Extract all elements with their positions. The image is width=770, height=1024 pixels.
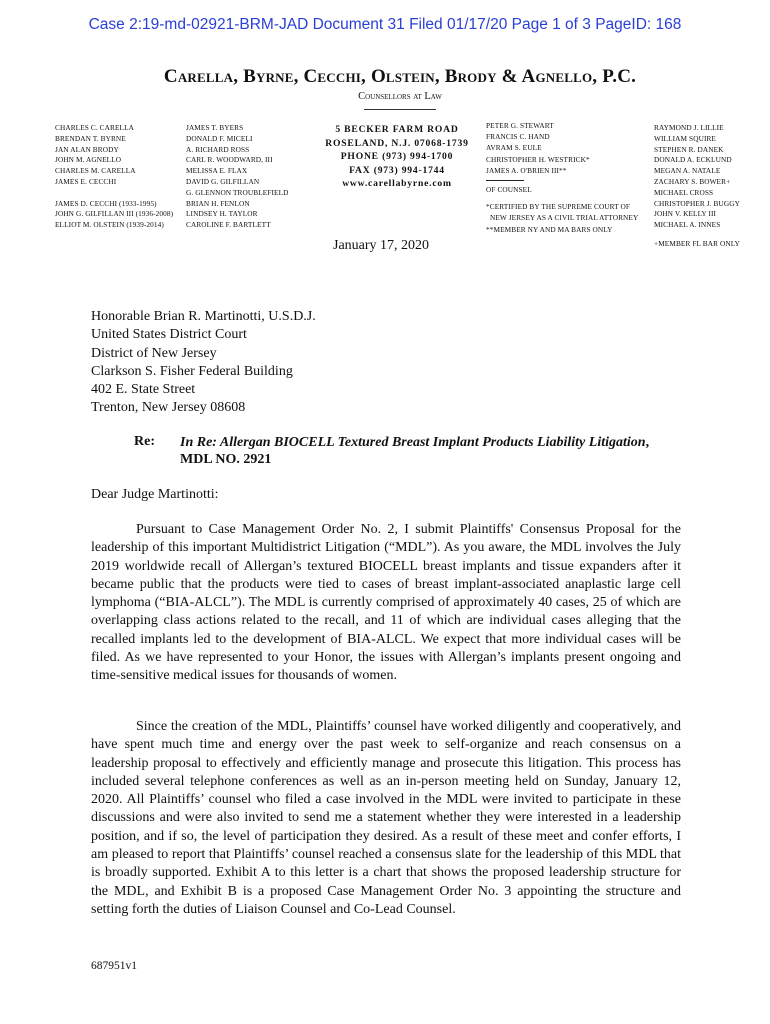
partners-column-1 (55, 123, 173, 231)
of-counsel-divider (486, 180, 524, 181)
partner-name: G. GLENNON TROUBLEFIELD (186, 187, 289, 197)
partner-name: DONALD F. MICELI (186, 133, 253, 143)
salutation: Dear Judge Martinotti: (91, 487, 219, 502)
partner-name: CAROLINE F. BARTLETT (186, 220, 271, 230)
address-fax: FAX (973) 994-1744 (349, 164, 445, 176)
footnote: +MEMBER FL BAR ONLY (654, 238, 740, 248)
counsel-name: CHRISTOPHER H. WESTRICK* (486, 154, 590, 164)
associates-column (654, 123, 740, 250)
firm-divider (364, 109, 436, 110)
associate-name: DONALD A. ECKLUND (654, 155, 732, 165)
associate-name: MEGAN A. NATALE (654, 166, 721, 176)
document-number: 687951v1 (91, 960, 137, 972)
body-paragraph: Since the creation of the MDL, Plaintiffs’ counsel have worked diligently and cooperatively, and have spent much time and energy over the past week to self-organize and reach consensus on a leadership proposal to effectively and efficiently manage and prosecute this litigation. This process has included several telephone conferences as well as an in-person meeting held on Sunday, January 12, 2020. All Plaintiffs’ counsel who filed a case involved in the MDL were invited to participate in these discussions and were also invited to send me a statement whether they were interested in a leadership position, and if so, the level of participation they desired. As a result of these meet and confer efforts, I am pleased to report that Plaintiffs’ counsel reached a consensus slate for the leadership of this MDL that is broadly supported. Exhibit A to this letter is a chart that shows the proposed leadership structure for the MDL, and Exhibit B is a proposed Case Management Order No. 3 appointing the structure and setting forth the duties of Liaison Counsel and Co-Lead Counsel. (91, 719, 681, 917)
re-label: Re: (134, 434, 155, 449)
partner-name: JAMES T. BYERS (186, 123, 244, 132)
partner-name: BRIAN H. FENLON (186, 198, 250, 208)
address-website: www.carellabyrne.com (342, 178, 452, 190)
recipient-line: Clarkson S. Fisher Federal Building (91, 363, 293, 379)
partners-column-2 (186, 123, 289, 231)
re-subject (180, 434, 650, 468)
partner-name: CHARLES C. CARELLA (55, 123, 135, 132)
recipient-line: District of New Jersey (91, 345, 217, 361)
letter-date: January 17, 2020 (333, 238, 430, 253)
partner-name: BRENDAN T. BYRNE (55, 133, 126, 143)
associate-name: STEPHEN R. DANEK (654, 144, 724, 154)
firm-name: Carella, Byrne, Cecchi, Olstein, Brody & Agnello, P.C. (163, 66, 637, 87)
deceased-partner-name: ELLIOT M. OLSTEIN (1939-2014) (55, 220, 164, 230)
counsel-name: JAMES A. O'BRIEN III** (486, 165, 567, 175)
re-mdl-number: , MDL NO. 2921 (180, 435, 650, 467)
counsel-name: PETER G. STEWART (486, 121, 554, 130)
associate-name: WILLIAM SQUIRE (654, 133, 716, 143)
ecf-header-stamp: Case 2:19-md-02921-BRM-JAD Document 31 Filed 01/17/20 Page 1 of 3 PageID: 168 (88, 16, 682, 33)
partner-name: CHARLES M. CARELLA (55, 166, 136, 176)
re-case-title: In Re: Allergan BIOCELL Textured Breast Implant Products Liability Litigation (180, 435, 646, 450)
address-phone: PHONE (973) 994-1700 (340, 151, 454, 163)
body-paragraph: Pursuant to Case Management Order No. 2, I submit Plaintiffs' Consensus Proposal for the leadership of this important Multidistrict Litigation (“MDL”). As you aware, the MDL involves the July 2019 worldwide recall of Allergan’s textured BIOCELL breast implants and tissue expanders after it became public that the products were tied to cases of breast implant-associated anaplastic large cell lymphoma (“BIA-ALCL”). The MDL is currently comprised of approximately 40 cases, 25 of which are overlapping class actions related to the recall, and 11 of which are individual cases alleging that the recalled implants led to the development of BIA-ALCL. We expect that more individual cases will be filed. As we have represented to your Honor, the issues with Allergan’s implants present ongoing and time-sensitive medical issues for thousands of women. (91, 522, 681, 684)
of-counsel-label: OF COUNSEL (486, 185, 532, 195)
associate-name: MICHAEL CROSS (654, 187, 714, 197)
address-street: 5 BECKER FARM ROAD (335, 124, 459, 135)
partner-name: JAMES E. CECCHI (55, 176, 117, 186)
deceased-partner-name: JAMES D. CECCHI (1933-1995) (55, 198, 157, 208)
recipient-line: United States District Court (91, 327, 247, 343)
footnote: NEW JERSEY AS A CIVIL TRIAL ATTORNEY (490, 213, 639, 223)
partner-name: JOHN M. AGNELLO (55, 155, 122, 165)
partner-name: DAVID G. GILFILLAN (186, 176, 260, 186)
associate-name: MICHAEL A. INNES (654, 220, 721, 230)
footnote: *CERTIFIED BY THE SUPREME COURT OF (486, 202, 631, 212)
partner-name: CARL R. WOODWARD, III (186, 155, 273, 165)
recipient-line: 402 E. State Street (91, 382, 196, 398)
recipient-address (91, 308, 316, 418)
partner-name: MELISSA E. FLAX (186, 166, 248, 176)
address-city: ROSELAND, N.J. 07068-1739 (325, 137, 469, 149)
firm-subtitle: Counsellors at Law (358, 91, 442, 102)
associate-name: ZACHARY S. BOWER+ (654, 176, 731, 186)
associate-name: JOHN V. KELLY III (654, 209, 717, 219)
footnote: **MEMBER NY AND MA BARS ONLY (486, 224, 613, 234)
of-counsel-column (486, 120, 638, 235)
partner-name: JAN ALAN BRODY (55, 144, 119, 154)
associate-name: RAYMOND J. LILLIE (654, 123, 724, 132)
counsel-name: FRANCIS C. HAND (486, 132, 550, 142)
recipient-line: Honorable Brian R. Martinotti, U.S.D.J. (91, 309, 316, 324)
recipient-line: Trenton, New Jersey 08608 (91, 400, 246, 416)
deceased-partner-name: JOHN G. GILFILLAN III (1936-2008) (55, 209, 174, 219)
firm-address (318, 123, 476, 191)
associate-name: CHRISTOPHER J. BUGGY (654, 198, 740, 208)
partner-name: LINDSEY H. TAYLOR (186, 209, 258, 219)
partner-name: A. RICHARD ROSS (186, 144, 250, 154)
counsel-name: AVRAM S. EULE (486, 143, 542, 153)
